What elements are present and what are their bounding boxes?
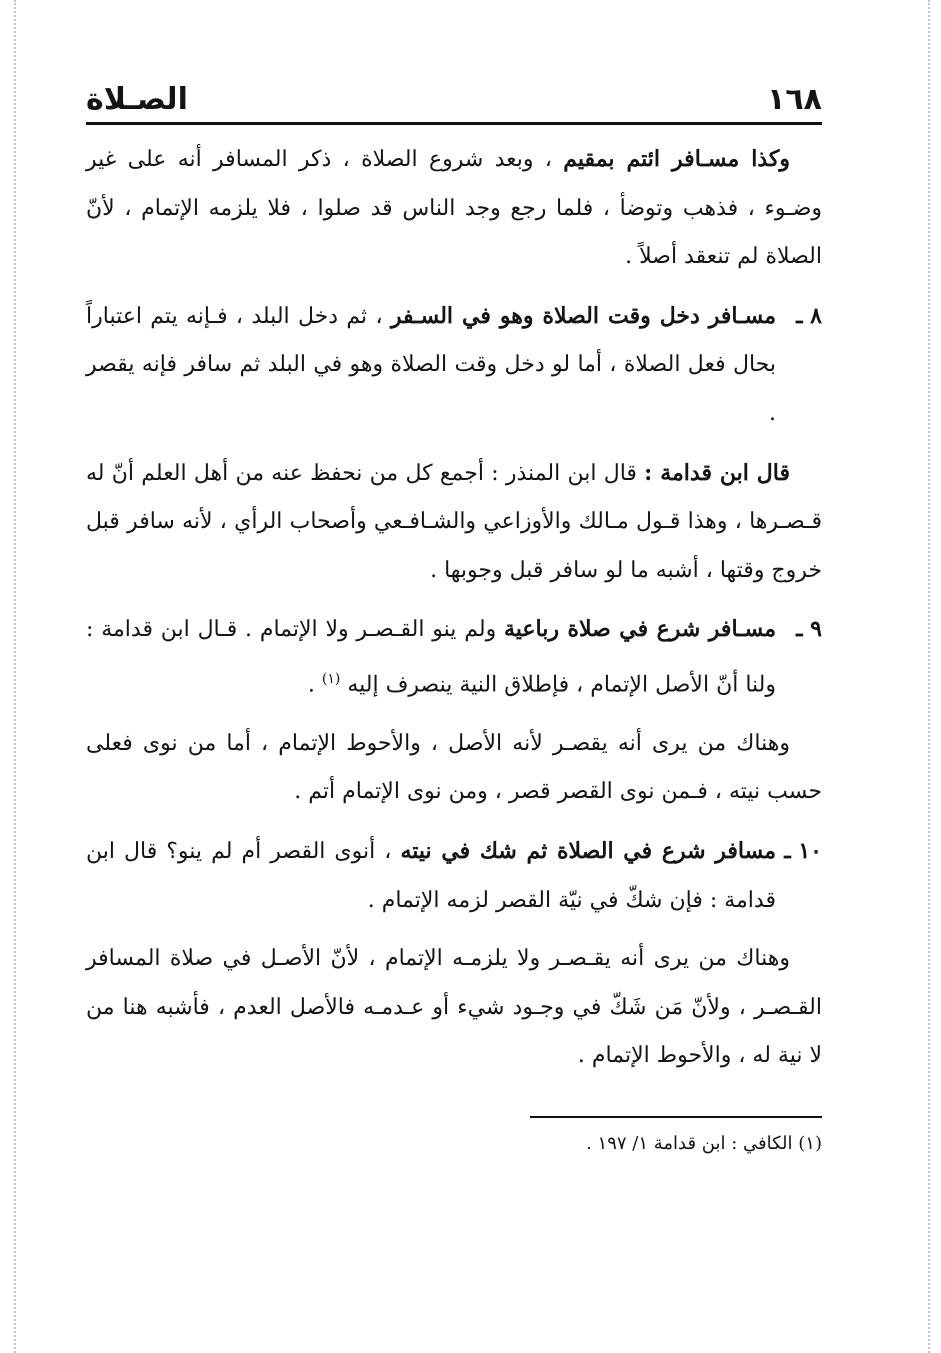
numbered-item-10	[86, 827, 822, 925]
item-end: .	[307, 672, 315, 698]
right-margin-dots	[928, 0, 930, 1353]
paragraph-traveler-following-resident	[86, 135, 822, 282]
item-heading: مسـافر شرع في صلاة رباعية	[504, 616, 776, 643]
item-heading: مسافر شرع في الصلاة ثم شك في نيته	[400, 838, 776, 865]
footnote: (١) الكافي : ابن قدامة ١/ ١٩٧ .	[586, 1133, 822, 1155]
paragraph-heading: وكذا مسـافر ائتم بمقيم	[563, 146, 791, 172]
item-text: ، ثم دخل البلد ، فـإنه يتم اعتباراً بحال فعل الصلاة ، أما لو دخل وقت الصلاة وهو في البلد ثم سافر فإنه يقصر .	[86, 303, 776, 426]
book-page	[86, 70, 822, 1158]
page-number: ١٦٨	[767, 82, 822, 117]
item-number: ١٠ ـ	[784, 838, 822, 865]
paragraph-opinion-intention	[86, 720, 822, 817]
quote-attribution: قال ابن قدامة :	[644, 459, 790, 486]
paragraph-text: ، وبعد شروع الصلاة ، ذكر المسافر أنه على غير وضـوء ، فذهب وتوضأ ، فلما رجع وجد الناس قد صلوا ، فلا يلزمه الإتمام ، لأنّ الصلاة لم تنعقد أصلاً .	[86, 147, 822, 270]
item-number: ٩ ـ	[796, 616, 822, 643]
item-number: ٨ ـ	[796, 302, 822, 329]
page-header	[86, 70, 822, 125]
numbered-item-8	[86, 292, 822, 439]
item-heading: مسـافر دخل وقت الصلاة وهو في السـفر	[390, 302, 776, 329]
paragraph-opinion-doubt	[86, 935, 822, 1081]
item-text: ، أنوى القصر أم لم ينو؟ قال ابن قدامة : فإن شكّ في نيّة القصر لزمه الإتمام .	[86, 839, 776, 913]
paragraph-ibn-qudama-quote	[86, 449, 822, 596]
footnote-separator	[530, 1116, 822, 1118]
running-title: الصـلاة	[86, 82, 188, 117]
left-margin-dots	[14, 0, 16, 1353]
numbered-item-9	[86, 605, 822, 710]
page-body	[86, 135, 822, 1081]
item-text: ولم ينو القـصـر ولا الإتمام . قـال ابن قدامة : ولنا أنّ الأصل الإتمام ، فإطلاق النية ينصرف إليه	[86, 617, 776, 698]
footnote-reference: (١)	[321, 670, 341, 687]
paragraph-text: وهناك من يرى أنه يقصـر لأنه الأصل ، والأحوط الإتمام ، أما من نوى فعلى حسب نيته ، فـمن نوى القصر قصر ، ومن نوى الإتمام أتم .	[86, 730, 822, 805]
quote-text: قال ابن المنذر : أجمع كل من نحفظ عنه من أهل العلم أنّ له قـصـرها ، وهذا قـول مـالك والأوزاعي والشـافـعي وأصحاب الرأي ، لأنه سافر قبل خروج وقتها ، أشبه ما لو سافر قبل وجوبها .	[86, 460, 822, 583]
paragraph-text: وهناك من يرى أنه يقـصـر ولا يلزمـه الإتمام ، لأنّ الأصـل في صلاة المسافر القـصـر ، ولأنّ مَن شَكّ في وجـود شيء أو عـدمـه فالأصل العدم ، فأشبه هنا من لا نية له ، والأحوط الإتمام .	[86, 946, 822, 1069]
